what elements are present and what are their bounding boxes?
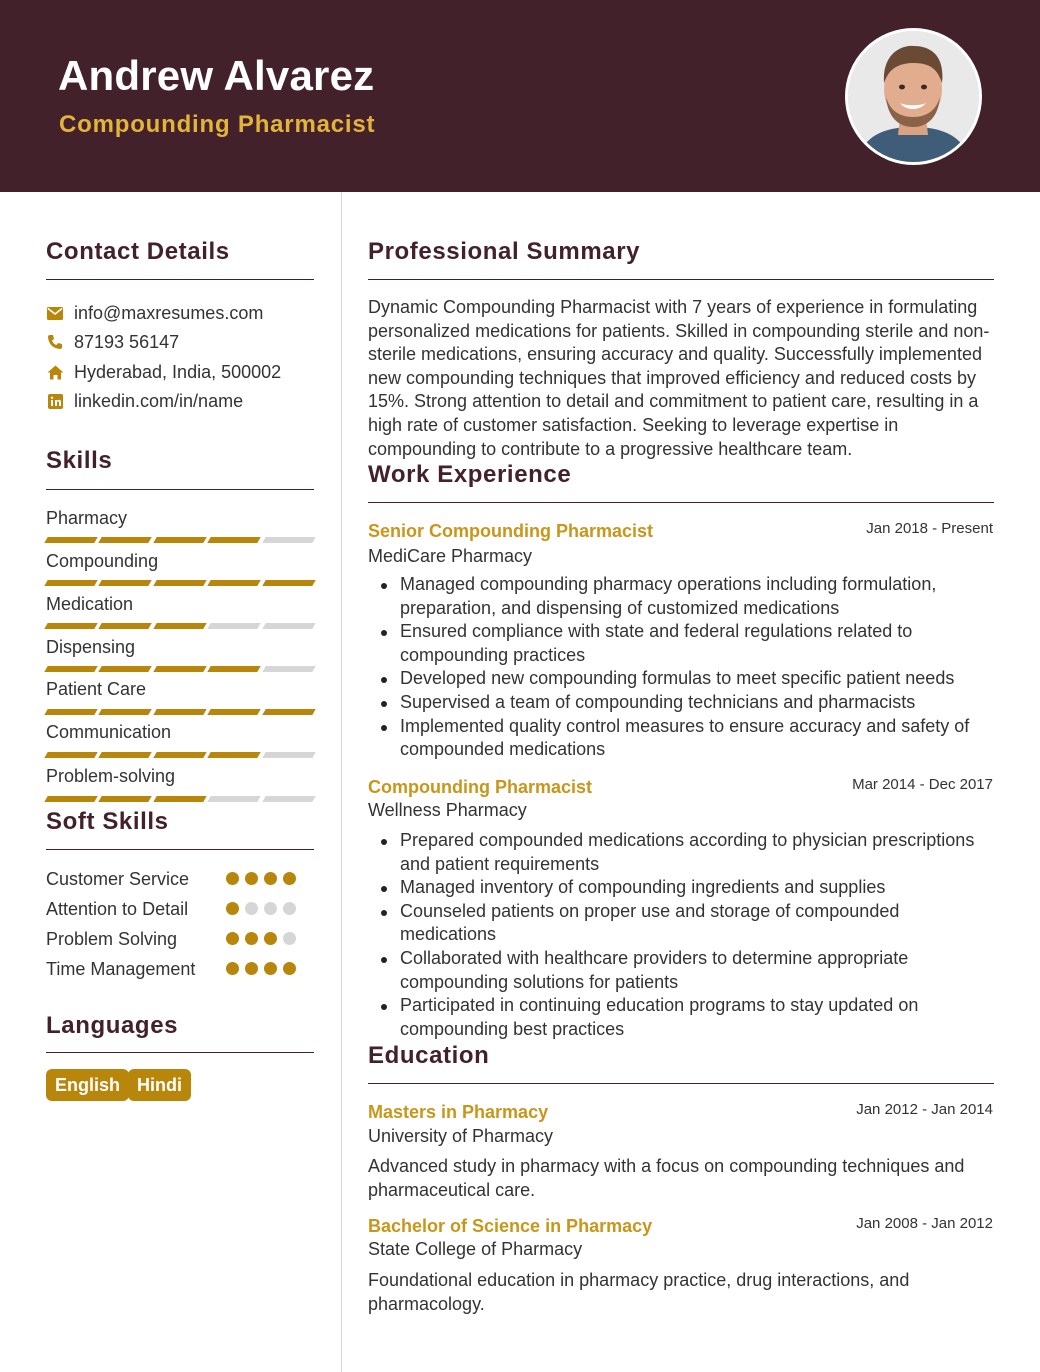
skill-segment-filled [153, 709, 207, 715]
rating-dot-filled [245, 872, 258, 885]
contact-phone-text: 87193 56147 [74, 331, 180, 352]
skill-name: Patient Care [46, 679, 147, 699]
degree-description: Foundational education in pharmacy practice, drug interactions, and pharmacology. [368, 1270, 910, 1314]
skill-segment-filled [44, 580, 98, 586]
skill-segment-filled [99, 580, 153, 586]
job-bullet: Supervised a team of compounding technicians and pharmacists [368, 691, 993, 715]
linkedin-icon [46, 392, 64, 410]
soft-skill-rating [226, 962, 296, 975]
skill-segment-empty [262, 623, 316, 629]
languages-rule [46, 1052, 314, 1053]
skill-segment-filled [153, 796, 207, 802]
skill-rating-bar [46, 666, 314, 672]
job-bullet: Counseled patients on proper use and storage of compounded medications [368, 900, 993, 947]
job-bullet: Ensured compliance with state and federal regulations related to compounding practices [368, 620, 993, 667]
contact-phone[interactable] [46, 330, 179, 354]
skill-segment-empty [262, 796, 316, 802]
degree-title: Bachelor of Science in Pharmacy [368, 1216, 653, 1236]
skill-segment-empty [262, 752, 316, 758]
degree-description: Advanced study in pharmacy with a focus on compounding techniques and pharmaceutical care. [368, 1156, 965, 1200]
skill-segment-filled [99, 752, 153, 758]
skill-name: Medication [46, 594, 134, 614]
education-rule [368, 1083, 994, 1084]
column-divider [341, 192, 342, 1372]
soft-skill-name: Attention to Detail [46, 899, 189, 919]
skill-segment-filled [153, 666, 207, 672]
avatar-illustration [848, 31, 979, 162]
skill-segment-filled [99, 623, 153, 629]
skill-rating-bar [46, 752, 314, 758]
rating-dot-filled [283, 872, 296, 885]
languages-heading: Languages [46, 1012, 179, 1039]
language-badge: English [46, 1069, 129, 1101]
skill-segment-filled [44, 623, 98, 629]
job-bullet: Prepared compounded medications according to physician prescriptions and patient requirements [368, 829, 993, 876]
job-bullets [368, 829, 993, 1041]
rating-dot-empty [245, 902, 258, 915]
school-name: State College of Pharmacy [368, 1239, 583, 1259]
candidate-title: Compounding Pharmacist [59, 111, 376, 138]
skill-segment-filled [99, 796, 153, 802]
rating-dot-empty [264, 902, 277, 915]
soft-skill-rating [226, 902, 296, 915]
experience-rule [368, 502, 994, 503]
email-icon [46, 304, 64, 322]
job-company: Wellness Pharmacy [368, 800, 527, 820]
rating-dot-filled [226, 902, 239, 915]
skill-segment-filled [44, 796, 98, 802]
job-title: Compounding Pharmacist [368, 777, 593, 797]
skill-name: Problem-solving [46, 766, 176, 786]
skills-rule [46, 489, 314, 490]
contact-address-text: Hyderabad, India, 500002 [74, 361, 282, 382]
skill-segment-filled [207, 709, 261, 715]
skill-segment-filled [207, 752, 261, 758]
skill-segment-filled [262, 709, 316, 715]
skill-name: Pharmacy [46, 508, 128, 528]
soft-skill-rating [226, 932, 296, 945]
skill-segment-filled [262, 580, 316, 586]
skill-name: Dispensing [46, 637, 136, 657]
skill-segment-filled [207, 537, 261, 543]
contact-rule [46, 279, 314, 280]
job-title: Senior Compounding Pharmacist [368, 521, 654, 541]
skill-rating-bar [46, 796, 314, 802]
skills-heading: Skills [46, 447, 113, 474]
degree-dates: Jan 2008 - Jan 2012 [856, 1215, 993, 1232]
skill-rating-bar [46, 580, 314, 586]
profile-photo [845, 28, 982, 165]
contact-address [46, 360, 281, 384]
skill-rating-bar [46, 709, 314, 715]
rating-dot-filled [226, 932, 239, 945]
contact-email-text: info@maxresumes.com [74, 302, 264, 323]
job-bullet: Implemented quality control measures to ensure accuracy and safety of compounded medications [368, 715, 993, 762]
contact-email[interactable] [46, 301, 263, 325]
contact-linkedin-text: linkedin.com/in/name [74, 390, 244, 411]
rating-dot-filled [226, 872, 239, 885]
rating-dot-filled [264, 932, 277, 945]
skill-segment-filled [99, 537, 153, 543]
rating-dot-filled [264, 962, 277, 975]
soft-skill-name: Time Management [46, 959, 196, 979]
skill-name: Communication [46, 722, 172, 742]
job-bullet: Collaborated with healthcare providers to determine appropriate compounding solutions for patients [368, 947, 993, 994]
skill-segment-filled [44, 752, 98, 758]
resume-header [0, 0, 1040, 192]
soft-skills-rule [46, 849, 314, 850]
soft-skills-heading: Soft Skills [46, 808, 169, 835]
job-bullet: Managed compounding pharmacy operations including formulation, preparation, and dispensing of customized medications [368, 573, 993, 620]
summary-text: Dynamic Compounding Pharmacist with 7 years of experience in formulating personalized medications for patients. Skilled in compounding sterile and non-sterile medications, ensuring accuracy and quality. Successfully implemented new compounding techniques that improved efficiency and reduced costs by 15%. Strong attention to detail and commitment to patient care, resulting in a high rate of customer satisfaction. Seeking to leverage expertise in compounding to contribute to a progressive healthcare team. [368, 297, 990, 459]
home-icon [46, 363, 64, 381]
skill-segment-empty [207, 796, 261, 802]
skill-segment-filled [99, 666, 153, 672]
skill-segment-filled [153, 752, 207, 758]
rating-dot-filled [226, 962, 239, 975]
skill-segment-empty [262, 666, 316, 672]
skill-segment-filled [44, 709, 98, 715]
skill-segment-filled [44, 537, 98, 543]
skill-name: Compounding [46, 551, 159, 571]
rating-dot-filled [245, 932, 258, 945]
summary-rule [368, 279, 994, 280]
rating-dot-filled [245, 962, 258, 975]
skill-segment-filled [99, 709, 153, 715]
soft-skill-rating [226, 872, 296, 885]
soft-skill-name: Problem Solving [46, 929, 178, 949]
skill-segment-empty [262, 537, 316, 543]
job-bullets [368, 573, 993, 762]
skill-rating-bar [46, 537, 314, 543]
summary-heading: Professional Summary [368, 238, 641, 265]
skill-segment-filled [153, 537, 207, 543]
rating-dot-filled [264, 872, 277, 885]
skill-segment-empty [207, 623, 261, 629]
rating-dot-empty [283, 902, 296, 915]
skill-rating-bar [46, 623, 314, 629]
soft-skill-name: Customer Service [46, 869, 190, 889]
skill-segment-filled [44, 666, 98, 672]
language-badge: Hindi [128, 1069, 191, 1101]
experience-heading: Work Experience [368, 461, 572, 488]
job-bullet: Developed new compounding formulas to meet specific patient needs [368, 667, 993, 691]
skill-segment-filled [153, 623, 207, 629]
job-bullet: Participated in continuing education programs to stay updated on compounding best practices [368, 994, 993, 1041]
skill-segment-filled [207, 580, 261, 586]
skill-segment-filled [207, 666, 261, 672]
contact-linkedin[interactable] [46, 389, 243, 413]
phone-icon [46, 333, 64, 351]
degree-dates: Jan 2012 - Jan 2014 [856, 1101, 993, 1118]
job-dates: Mar 2014 - Dec 2017 [852, 776, 993, 793]
skill-segment-filled [153, 580, 207, 586]
rating-dot-filled [283, 962, 296, 975]
school-name: University of Pharmacy [368, 1126, 554, 1146]
rating-dot-empty [283, 932, 296, 945]
degree-title: Masters in Pharmacy [368, 1102, 549, 1122]
job-company: MediCare Pharmacy [368, 546, 533, 566]
job-dates: Jan 2018 - Present [866, 520, 993, 537]
candidate-name: Andrew Alvarez [58, 52, 375, 99]
education-heading: Education [368, 1042, 490, 1069]
contact-heading: Contact Details [46, 238, 230, 265]
job-bullet: Managed inventory of compounding ingredients and supplies [368, 876, 993, 900]
